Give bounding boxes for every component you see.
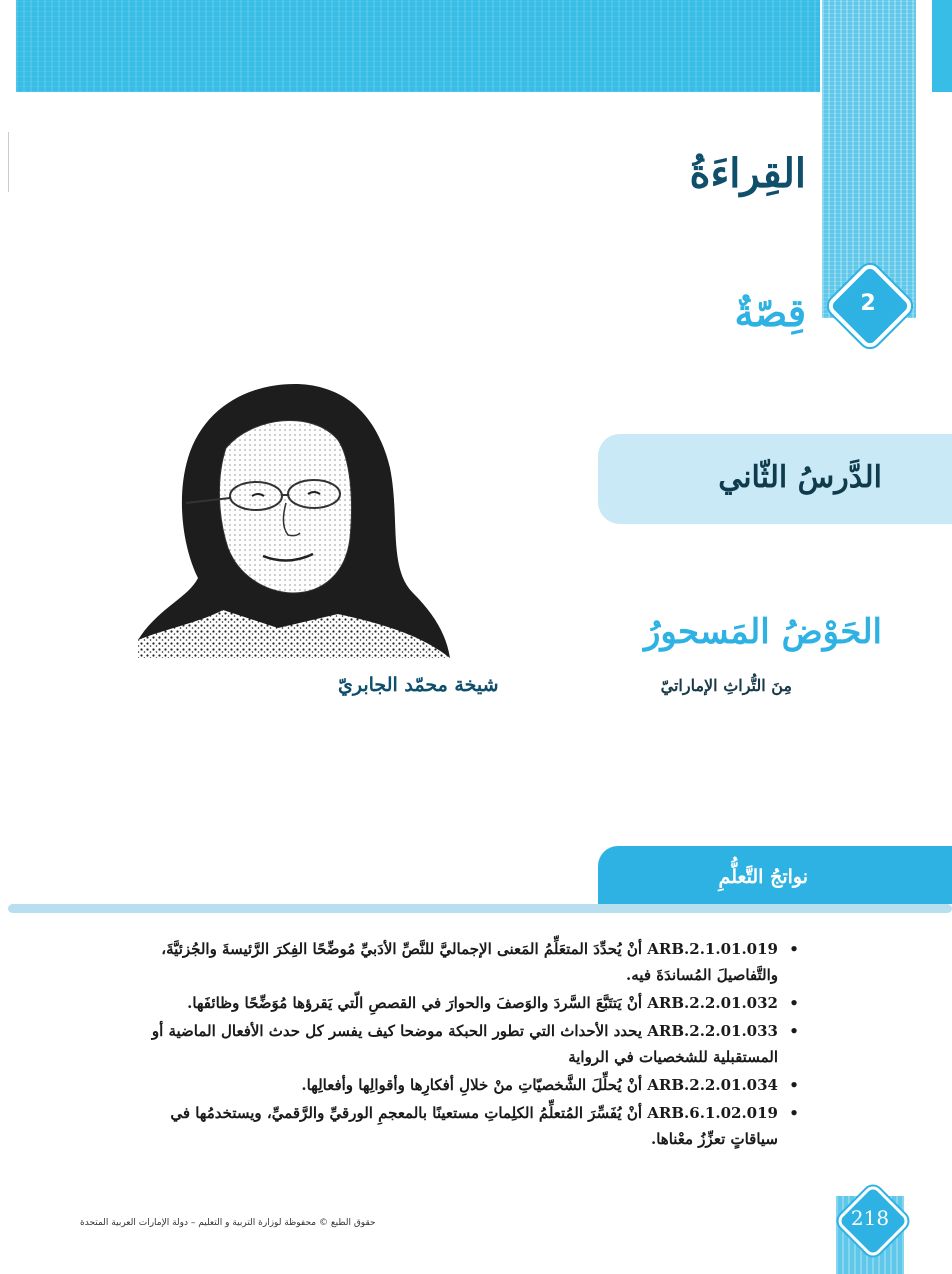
page-badge [836, 1184, 904, 1252]
outcome-item [130, 1018, 810, 1070]
bullet-icon: • [789, 994, 799, 1012]
copyright-footer: حقوق الطبع © محفوظة لوزارة التربية و التعليم – دولة الإمارات العربية المتحدة [80, 1218, 376, 1228]
edge-strip [932, 0, 952, 92]
bullet-icon: • [789, 940, 799, 958]
outcome-item [130, 936, 810, 988]
outcome-text: ARB.2.1.01.019 أنْ يُحدِّدَ المتعَلِّمُ المَعنى الإجماليَّ للنَّصِّ الأدَبيِّ مُوضِّحًا الفِكرَ الرَّئيسةَ والجُزئيَّةَ، والتَّفاصيلَ المُساندَةَ فيه. [161, 940, 778, 984]
story-title: الحَوْضُ المَسحورُ [644, 612, 882, 652]
outcomes-title: نواتجُ التَّعلُّمِ [718, 866, 808, 888]
outcome-item [130, 1100, 810, 1152]
outcome-item [130, 990, 810, 1016]
unit-number: 2 [860, 291, 876, 316]
lesson-title: الدَّرسُ الثّاني [718, 460, 882, 495]
unit-badge [830, 266, 906, 342]
page-number: 218 [850, 1206, 890, 1230]
outcomes-list [130, 936, 810, 1154]
outcome-text: ARB.2.2.01.033 يحدد الأحداث التي تطور الحبكة موضحا كيف يفسر كل حدث الأفعال الماضية أو المستقبلية للشخصيات في الرواية [151, 1022, 778, 1066]
outcomes-divider [8, 904, 952, 913]
bullet-icon: • [789, 1076, 799, 1094]
story-subtitle: مِنَ التُّراثِ الإماراتيّ [660, 676, 792, 695]
bullet-icon: • [789, 1022, 799, 1040]
margin-mark [8, 132, 9, 192]
outcome-text: ARB.2.2.01.034 أنْ يُحلِّلَ الشَّخصيّاتِ منْ خلالِ أفكارِها وأقوالِها وأفعالِها. [301, 1076, 778, 1094]
outcome-text: ARB.2.2.01.032 أنْ يَتتَبَّعَ السَّردَ والوَصفَ والحوارَ في القصصِ الّتي يَقرؤها مُوَضِّحًا وظائفَها. [187, 994, 778, 1012]
bullet-icon: • [789, 1104, 799, 1122]
outcome-item [130, 1072, 810, 1098]
unit-title: قِصّةٌ [734, 290, 806, 335]
top-banner [16, 0, 820, 92]
author-portrait [128, 378, 458, 678]
outcome-text: ARB.6.1.02.019 أنْ يُفَسِّرَ المُتعلِّمُ الكلِماتِ مستعينًا بالمعجمِ الورقيِّ والرَّقميِّ، ويستخدمُها في سياقاتٍ تعزِّزُ معْناها. [170, 1104, 778, 1148]
author-name: شيخة محمّد الجابريّ [338, 674, 499, 696]
section-title: القِراءَةُ [689, 150, 806, 197]
